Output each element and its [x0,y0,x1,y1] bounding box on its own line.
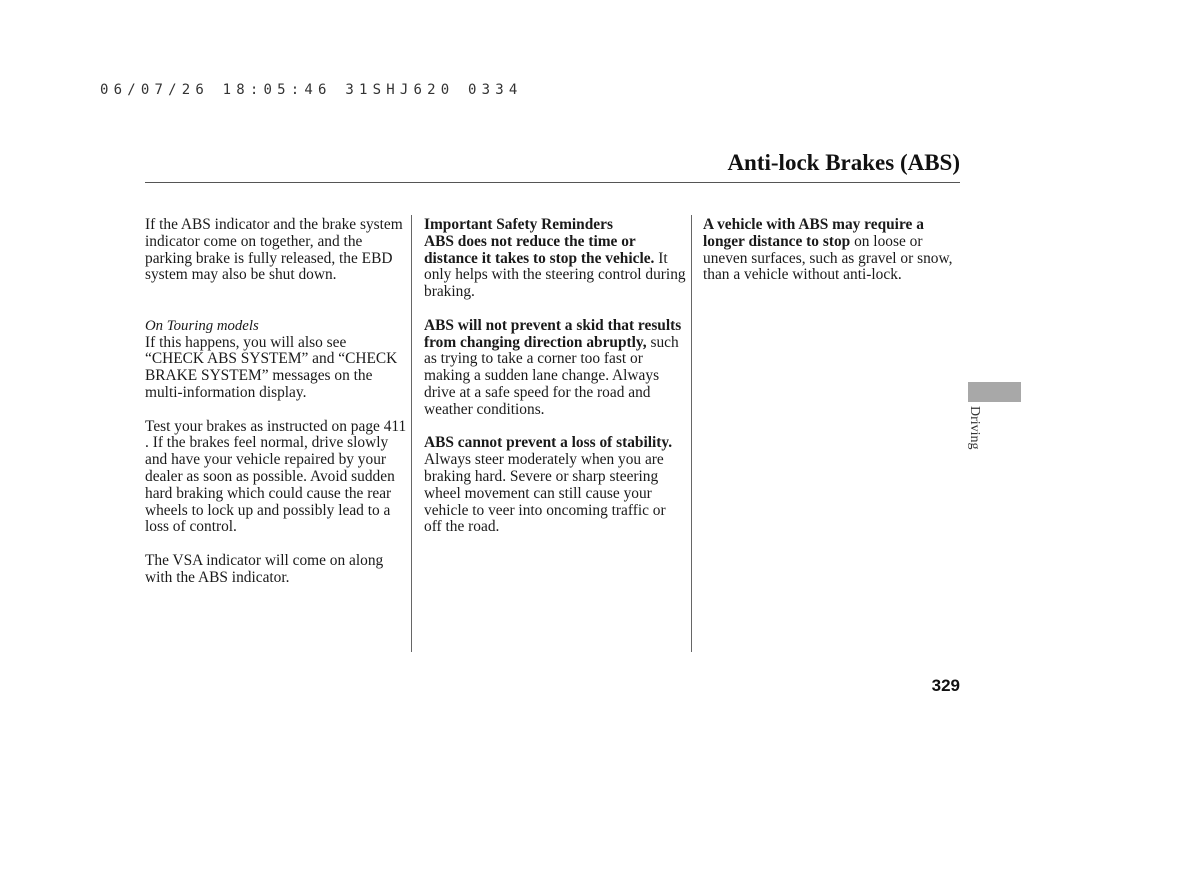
safety-reminders-block [424,217,686,301]
page-title: Anti-lock Brakes (ABS) [727,150,960,175]
print-timestamp: 06/07/26 18:05:46 31SHJ620 0334 [100,82,523,98]
test-brakes-paragraph: Test your brakes as instructed on page 411 . If the brakes feel normal, drive slowly and have your vehicle repaired by your dealer as soon as possible. Avoid sudden hard braking which could cause the rear wheels to lock up and possibly lead to a loss of control. [145,417,407,536]
stopping-distance-bold: A vehicle with ABS may require a longer distance to stop [703,216,924,250]
vsa-paragraph: The VSA indicator will come on along with the ABS indicator. [145,551,384,586]
section-tab-label: Driving [967,406,982,450]
reminder-3-bold: ABS cannot prevent a loss of stability. [424,434,673,452]
reminder-3 [424,435,686,536]
touring-models-label: On Touring models [145,317,259,334]
reminder-3-text: Always steer moderately when you are braking hard. Severe or sharp steering wheel movement can still cause your vehicle to veer into oncoming traffic or off the road. [424,451,666,536]
stopping-distance-paragraph [703,217,965,284]
section-tab-marker [968,382,1021,402]
stopping-distance-text: on loose or uneven surfaces, such as gravel or snow, than a vehicle without anti-lock. [703,232,953,284]
column-divider-2 [691,215,692,652]
safety-reminders-heading: Important Safety Reminders [424,216,613,233]
column-left [145,217,407,587]
column-middle [424,217,686,536]
column-right [703,217,965,284]
page-number: 329 [931,676,960,695]
column-divider-1 [411,215,412,652]
reminder-2-text: such as trying to take a corner too fast or making a sudden lane change. Always drive at a safe speed for the road and weather conditions. [424,333,679,418]
reminder-1-text: It only helps with the steering control during braking. [424,249,686,301]
reminder-2 [424,318,686,419]
reminder-1-bold: ABS does not reduce the time or distance it takes to stop the vehicle. [424,232,655,267]
ebd-paragraph: If the ABS indicator and the brake system indicator come on together, and the parking brake is fully released, the EBD system may also be shut down. [145,216,403,284]
touring-paragraph: If this happens, you will also see “CHECK ABS SYSTEM” and “CHECK BRAKE SYSTEM” messages on the multi-information display. [145,333,398,401]
header-rule [145,182,960,183]
reminder-2-bold: ABS will not prevent a skid that results from changing direction abruptly, [424,316,682,351]
